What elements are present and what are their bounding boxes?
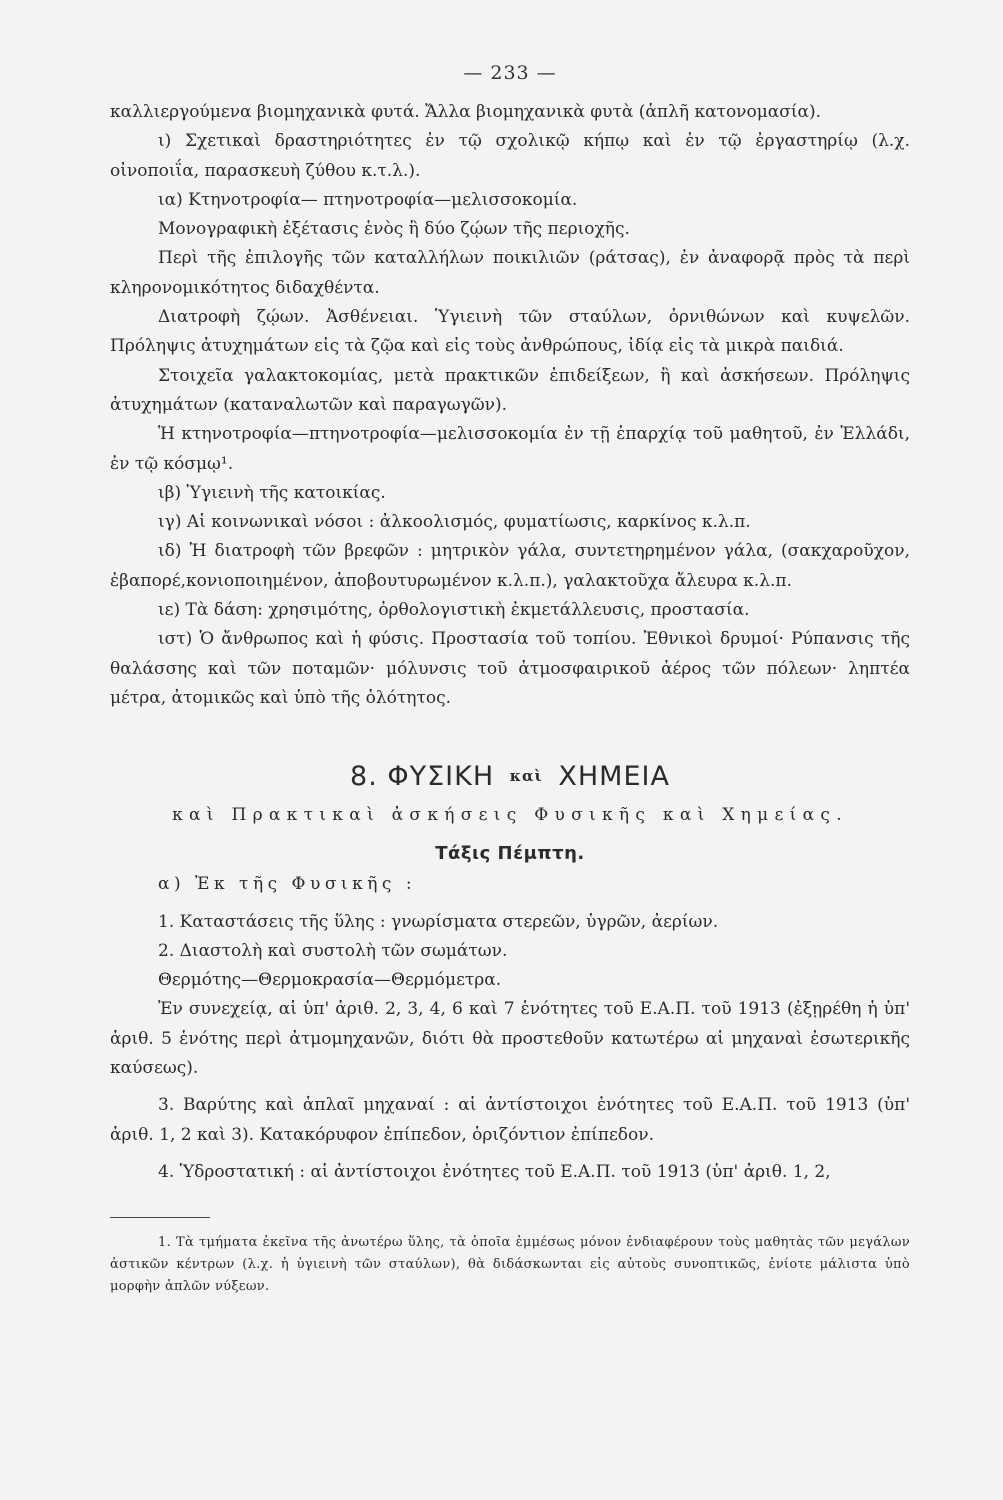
item-expansion: 2. Διαστολὴ καὶ συστολὴ τῶν σωμάτων. bbox=[158, 940, 508, 961]
item-states-of-matter: 1. Καταστάσεις τῆς ὕλης : γνωρίσματα στερεῶν, ὑγρῶν, ἀερίων. bbox=[158, 911, 719, 932]
paragraph-husbandry-region: Ἡ κτηνοτροφία—πτηνοτροφία—μελισσοκομία ἐν τῇ ἐπαρχίᾳ τοῦ μαθητοῦ, ἐν Ἑλλάδι, ἐν τῷ κόσμῳ¹. bbox=[110, 424, 910, 474]
item-iota-st-nature: ιστ) Ὁ ἄνθρωπος καὶ ἡ φύσις. Προστασία τοῦ τοπίου. Ἐθνικοὶ δρυμοί· Ρύπανσις τῆς θαλάσσης καὶ τῶν ποταμῶν· μόλυνσις τοῦ ἀτμοσφαιρικοῦ ἀέρος τῶν πόλεων· ληπτέα μέτρα, ἀτομικῶς καὶ ὑπὸ τῆς ὁλότητος. bbox=[110, 629, 910, 708]
section-title-chemistry: ΧΗΜΕΙΑ bbox=[558, 761, 670, 793]
item-iota-activities: ι) Σχετικαὶ δραστηριότητες ἐν τῷ σχολικῷ κήπῳ καὶ ἐν τῷ ἐργαστηρίῳ (λ.χ. οἰνοποιΐα, παρασκευὴ ζύθου κ.τ.λ.). bbox=[110, 131, 910, 181]
item-gravity-machines: 3. Βαρύτης καὶ ἁπλαῖ μηχαναί : αἱ ἀντίστοιχοι ἑνότητες τοῦ Ε.Α.Π. τοῦ 1913 (ὑπ' ἀριθ. 1, 2 καὶ 3). Κατακόρυφον ἐπίπεδον, ὁριζόντιον ἐπίπεδον. bbox=[110, 1095, 910, 1145]
section-title-kai: καὶ bbox=[509, 767, 543, 786]
item-iota-beta-housing: ιβ) Ὑγιεινὴ τῆς κατοικίας. bbox=[158, 482, 386, 503]
paragraph-dairy: Στοιχεῖα γαλακτοκομίας, μετὰ πρακτικῶν ἐπιδείξεων, ἢ καὶ ἀσκήσεων. Πρόληψις ἀτυχημάτων (καταναλωτῶν καὶ παραγωγῶν). bbox=[110, 365, 910, 415]
item-iota-delta-infant-feeding: ιδ) Ἡ διατροφὴ τῶν βρεφῶν : μητρικὸν γάλα, συντετηρημένον γάλα, (σακχαροῦχον, ἐβαπορέ,κονιοποιημένον, ἀποβουτυρωμένον κ.λ.π.), γαλακτοῦχα ἄλευρα κ.λ.π. bbox=[110, 541, 910, 591]
class-heading: Τάξις Πέμπτη. bbox=[435, 843, 585, 865]
subsection-physics: α) Ἐκ τῆς Φυσικῆς : bbox=[158, 874, 417, 895]
section-title bbox=[110, 759, 910, 794]
item-iota-alpha-husbandry: ια) Κτηνοτροφία— πτηνοτροφία—μελισσοκομία. bbox=[158, 189, 578, 210]
section-title-physics: 8. ΦΥΣΙΚΗ bbox=[350, 761, 495, 793]
paragraph-breeds: Περὶ τῆς ἐπιλογῆς τῶν καταλλήλων ποικιλιῶν (ράτσας), ἐν ἀναφορᾷ πρὸς τὰ περὶ κληρονομικότητος διδαχθέντα. bbox=[110, 248, 910, 298]
footnote-divider bbox=[110, 1217, 210, 1218]
paragraph-monograph: Μονογραφικὴ ἐξέτασις ἑνὸς ἢ δύο ζῴων τῆς περιοχῆς. bbox=[158, 219, 630, 240]
page-number: — 233 — bbox=[463, 62, 557, 84]
item-iota-gamma-diseases: ιγ) Αἱ κοινωνικαὶ νόσοι : ἀλκοολισμός, φυματίωσις, καρκίνος κ.λ.π. bbox=[158, 512, 751, 533]
paragraph-heat: Θερμότης—Θερμοκρασία—Θερμόμετρα. bbox=[158, 970, 502, 991]
paragraph-industrial-plants: καλλιεργούμενα βιομηχανικὰ φυτά. Ἄλλα βιομηχανικὰ φυτὰ (ἁπλῆ κατονομασία). bbox=[110, 102, 822, 122]
section-subtitle: καὶ Πρακτικαὶ ἀσκήσεις Φυσικῆς καὶ Χημείας. bbox=[172, 805, 848, 826]
footnote: 1. Τὰ τμήματα ἐκεῖνα τῆς ἀνωτέρω ὕλης, τὰ ὁποῖα ἐμμέσως μόνον ἐνδιαφέρουν τοὺς μαθητὰς τῶν μεγάλων ἀστικῶν κέντρων (λ.χ. ἡ ὑγιεινὴ τῶν σταύλων), θὰ διδάσκωνται εἰς αὐτοὺς συνοπτικῶς, ἐνίοτε μάλιστα ὑπὸ μορφὴν ἁπλῶν νύξεων. bbox=[110, 1235, 910, 1295]
paragraph-animal-feeding: Διατροφὴ ζῴων. Ἀσθένειαι. Ὑγιεινὴ τῶν σταύλων, ὀρνιθώνων καὶ κυψελῶν. Πρόληψις ἀτυχημάτων εἰς τὰ ζῷα καὶ εἰς τοὺς ἀνθρώπους, ἰδίᾳ εἰς τὰ μικρὰ παιδιά. bbox=[110, 307, 910, 357]
item-iota-epsilon-forests: ιε) Τὰ δάση: χρησιμότης, ὀρθολογιστικὴ ἐκμετάλλευσις, προστασία. bbox=[158, 600, 750, 621]
item-hydrostatics: 4. Ὑδροστατική : αἱ ἀντίστοιχοι ἑνότητες τοῦ Ε.Α.Π. τοῦ 1913 (ὑπ' ἀριθ. 1, 2, bbox=[158, 1161, 831, 1182]
document-page bbox=[110, 62, 910, 1298]
paragraph-continuation: Ἐν συνεχείᾳ, αἱ ὑπ' ἀριθ. 2, 3, 4, 6 καὶ 7 ἑνότητες τοῦ Ε.Α.Π. τοῦ 1913 (ἐξῃρέθη ἡ ὑπ' ἀριθ. 5 ἑνότης περὶ ἀτμομηχανῶν, διότι θὰ προστεθοῦν κατωτέρω αἱ μηχαναὶ ἐσωτερικῆς καύσεως). bbox=[110, 999, 910, 1079]
